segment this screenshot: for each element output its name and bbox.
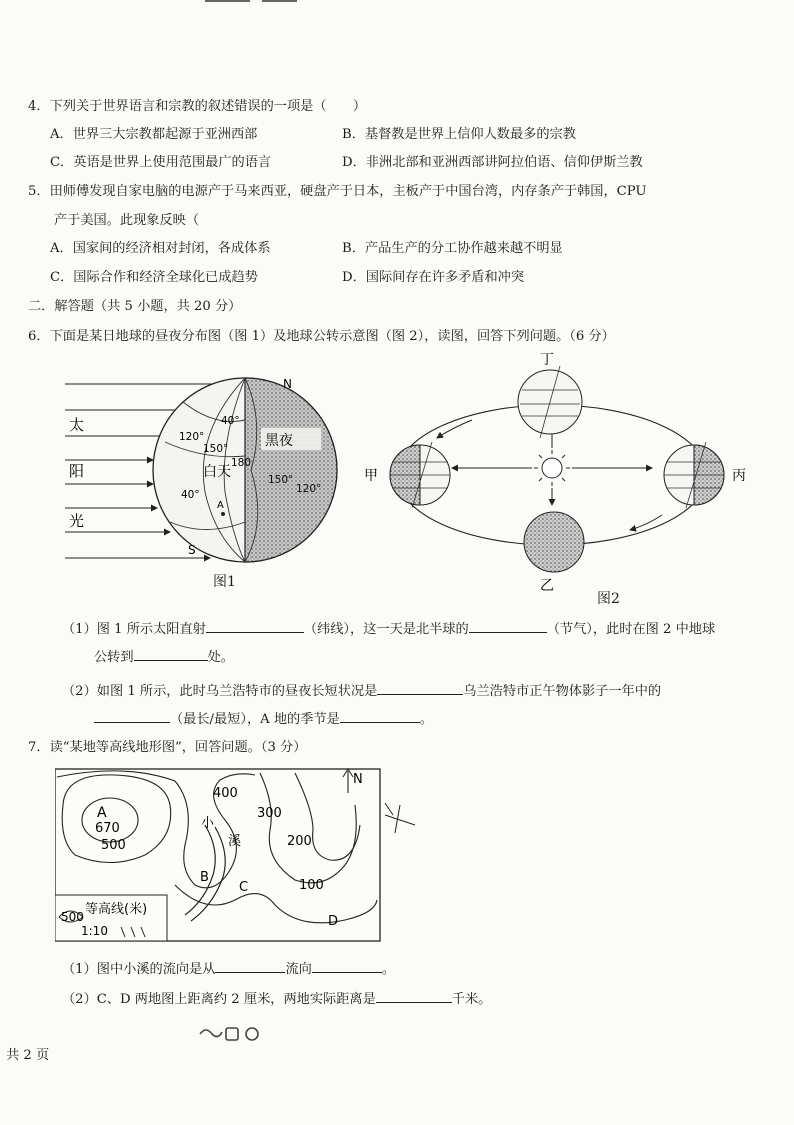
q4-option-d: D．非洲北部和亚洲西部讲阿拉伯语、信仰伊斯兰教 <box>342 155 643 170</box>
lon-120-east: 120° <box>296 483 322 495</box>
legend-text: 等高线(米) <box>85 902 148 917</box>
sun-char-3: 光 <box>69 512 85 530</box>
stream-char-1: 小 <box>201 816 215 831</box>
point-c-label: C <box>239 880 249 895</box>
contour-map <box>55 765 425 945</box>
q6-blank-6[interactable] <box>340 708 420 723</box>
q6-part2-line1: （2）如图 1 所示，此时乌兰浩特市的昼夜长短状况是 乌兰浩特市正午物体影子一年中的 <box>62 680 661 701</box>
q7-blank-1[interactable] <box>215 958 285 973</box>
ding-label: 丁 <box>540 352 554 368</box>
contour-100: 100 <box>299 878 324 893</box>
q6-blank-4[interactable] <box>377 680 463 695</box>
contour-300: 300 <box>257 806 282 821</box>
figure-2-caption: 图2 <box>597 591 620 607</box>
point-a-label: A <box>217 500 224 511</box>
q6-blank-3[interactable] <box>134 646 208 661</box>
peak-label: A <box>97 805 107 821</box>
night-label: 黑夜 <box>265 433 293 449</box>
stream-char-2: 溪 <box>228 834 242 849</box>
q7-stem: 7．读“某地等高线地形图”，回答问题。（3 分） <box>28 740 307 755</box>
figure-1-day-night <box>55 372 355 597</box>
sun-char-2: 阳 <box>69 462 85 480</box>
point-a-marker <box>221 512 225 516</box>
q7-blank-2[interactable] <box>312 958 382 973</box>
q6-blank-1[interactable] <box>206 618 304 633</box>
section-title: 二．解答题（共 5 小题，共 20 分） <box>28 299 242 314</box>
page-footer: 共 2 页 <box>6 1048 50 1063</box>
q5-stem-2: 产于美国。此现象反映（ <box>54 213 200 228</box>
q6-part1-line2: 公转到 处。 <box>94 646 234 667</box>
q6-blank-2[interactable] <box>469 618 547 633</box>
lat-40-north: 40° <box>221 415 240 427</box>
q5-option-c: C．国际合作和经济全球化已成趋势 <box>50 270 258 285</box>
q4-stem: 4．下列关于世界语言和宗教的叙述错误的一项是（ ） <box>28 99 367 114</box>
q6-blank-5[interactable] <box>94 708 170 723</box>
contour-400: 400 <box>213 786 238 801</box>
q6-stem: 6．下面是某日地球的昼夜分布图（图 1）及地球公转示意图（图 2），读图，回答下列问题。（6 分） <box>28 329 615 344</box>
q4-option-b: B．基督教是世界上信仰人数最多的宗教 <box>342 127 576 142</box>
lon-120-west: 120° <box>179 431 205 443</box>
q4-option-c: C．英语是世界上使用范围最广的语言 <box>50 155 272 170</box>
figure-1-caption: 图1 <box>213 574 236 590</box>
point-b-label: B <box>200 870 209 885</box>
south-label: S <box>188 543 196 557</box>
top-mark-1 <box>205 0 250 2</box>
lon-150-west: 150° <box>203 443 229 455</box>
q6-part1-line1: （1）图 1 所示太阳直射 （纬线），这一天是北半球的 （节气），此时在图 2 中地球 <box>62 618 715 639</box>
top-mark-2 <box>262 0 297 2</box>
legend-value: 500 <box>61 910 84 924</box>
day-label: 白天 <box>203 464 231 480</box>
q6-part2-line2: （最长/最短），A 地的季节是 。 <box>94 708 433 729</box>
q7-blank-3[interactable] <box>376 988 452 1003</box>
scale-text: 1:10 <box>81 924 108 938</box>
handwritten-scribble <box>198 1024 268 1044</box>
sun-icon <box>534 450 570 486</box>
point-d-label: D <box>328 914 339 929</box>
lat-40-south: 40° <box>181 489 200 501</box>
q4-option-a: A．世界三大宗教都起源于亚洲西部 <box>50 127 258 142</box>
peak-value: 670 <box>95 821 120 836</box>
lon-180: 180 <box>231 457 252 469</box>
figure-2-revolution <box>362 350 782 600</box>
q5-option-b: B．产品生产的分工协作越来越不明显 <box>342 241 563 256</box>
sun-char-1: 太 <box>69 416 85 434</box>
jia-label: 甲 <box>364 468 378 484</box>
contour-200: 200 <box>287 834 312 849</box>
q7-part2: （2）C、D 两地图上距离约 2 厘米，两地实际距离是 千米。 <box>62 988 491 1009</box>
q5-option-a: A．国家间的经济相对封闭，各成体系 <box>50 241 271 256</box>
contour-500: 500 <box>101 838 126 853</box>
yi-label: 乙 <box>540 578 554 594</box>
north-label: N <box>283 377 292 391</box>
north-label: N <box>353 772 363 787</box>
q7-part1: （1）图中小溪的流向是从 流向 。 <box>62 958 395 979</box>
lon-150-east: 150° <box>268 474 294 486</box>
q5-option-d: D．国际间存在许多矛盾和冲突 <box>342 270 525 285</box>
bing-label: 丙 <box>732 468 746 484</box>
q5-stem: 5．田师傅发现自家电脑的电源产于马来西亚，硬盘产于日本，主板产于中国台湾，内存条产于韩国，CPU <box>28 184 647 199</box>
